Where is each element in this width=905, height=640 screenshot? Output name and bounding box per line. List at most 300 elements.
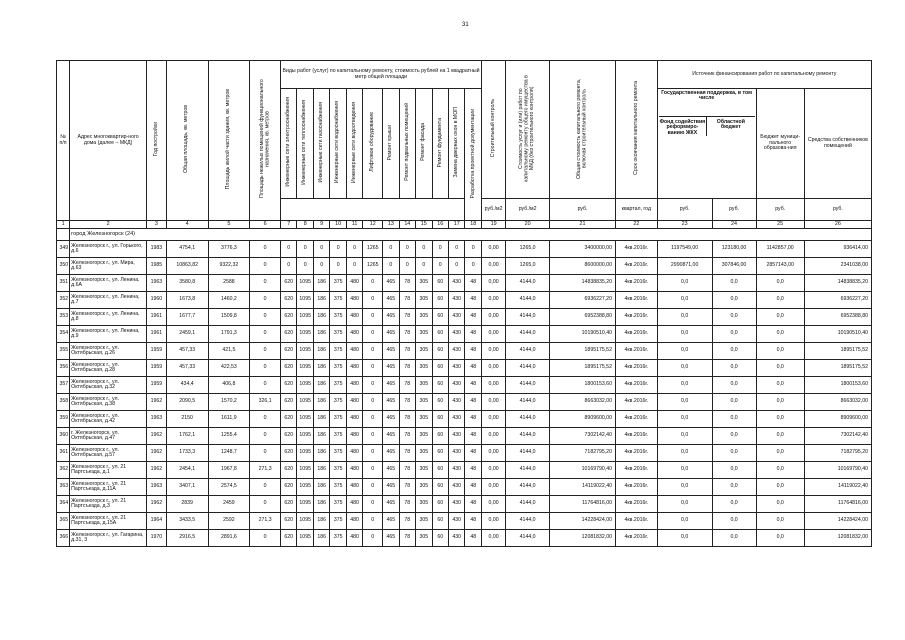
row-fund: 0,0: [657, 309, 712, 326]
row-work-cost-9: 305: [416, 445, 432, 462]
table-row: [57, 360, 872, 377]
row-total-area: 3580,8: [166, 275, 208, 292]
row-regional: 0,0: [712, 377, 756, 394]
col-work-10-header: Ремонт фундамента: [436, 117, 443, 167]
row-unit-cost: 4144,0: [506, 377, 550, 394]
row-regional: 307846,00: [712, 258, 756, 275]
column-number: 24: [712, 221, 756, 229]
row-work-cost-10: 60: [432, 292, 448, 309]
row-address: Железногорск г., ул. Мира, д.63: [70, 258, 147, 275]
row-number: 351: [57, 275, 70, 292]
row-work-cost-11: 430: [448, 462, 464, 479]
row-regional: 0,0: [712, 530, 756, 547]
row-unit-cost: 4144,0: [506, 445, 550, 462]
row-work-cost-3: 186: [313, 411, 329, 428]
row-unit-cost: 4144,0: [506, 513, 550, 530]
row-work-cost-11: 0: [448, 241, 464, 258]
row-work-cost-10: 60: [432, 360, 448, 377]
col-work-2-header: Инженерные сети теплоснабжения: [301, 99, 308, 185]
row-work-cost-8: 78: [399, 275, 415, 292]
row-owners: 12081832,00: [804, 530, 871, 547]
row-work-cost-10: 60: [432, 530, 448, 547]
row-work-cost-8: 78: [399, 343, 415, 360]
row-fund: 1197549,00: [657, 241, 712, 258]
row-work-cost-9: 305: [416, 462, 432, 479]
row-regional: 0,0: [712, 275, 756, 292]
row-work-cost-3: 186: [313, 394, 329, 411]
row-deadline: 4кв.2016г.: [615, 394, 657, 411]
row-nonres-area: 0: [250, 377, 281, 394]
row-total-area: 1677,7: [166, 309, 208, 326]
row-total-area: 2454,1: [166, 462, 208, 479]
row-work-cost-4: 375: [330, 530, 346, 547]
row-work-cost-4: 375: [330, 275, 346, 292]
row-build-control: 0,00: [482, 496, 506, 513]
row-municipal: 0,0: [756, 530, 804, 547]
row-work-cost-8: 78: [399, 292, 415, 309]
row-work-cost-12: 48: [465, 343, 482, 360]
row-living-area: 1570,2: [208, 394, 250, 411]
row-regional: 0,0: [712, 445, 756, 462]
column-number: 21: [550, 221, 616, 229]
row-work-cost-4: 0: [330, 241, 346, 258]
row-owners: 6952388,80: [804, 309, 871, 326]
row-nonres-area: 0: [250, 479, 281, 496]
row-municipal: 0,0: [756, 343, 804, 360]
row-build-control: 0,00: [482, 360, 506, 377]
row-work-cost-4: 375: [330, 309, 346, 326]
col-work-9-header: Ремонт фасада: [420, 123, 427, 162]
row-nonres-area: 271,3: [250, 462, 281, 479]
row-regional: 0,0: [712, 411, 756, 428]
row-build-control: 0,00: [482, 428, 506, 445]
row-work-cost-7: 465: [383, 479, 399, 496]
row-unit-cost: 4144,0: [506, 292, 550, 309]
row-total-area: 457,33: [166, 343, 208, 360]
row-deadline: 4кв.2016г.: [615, 326, 657, 343]
row-work-cost-11: 430: [448, 530, 464, 547]
row-work-cost-10: 60: [432, 309, 448, 326]
row-owners: 1895175,52: [804, 360, 871, 377]
row-total-area: 1733,3: [166, 445, 208, 462]
row-fund: 0,0: [657, 513, 712, 530]
row-owners: 8909600,00: [804, 411, 871, 428]
row-number: 359: [57, 411, 70, 428]
row-work-cost-9: 305: [416, 394, 432, 411]
row-unit-cost: 4144,0: [506, 326, 550, 343]
row-work-cost-3: 186: [313, 428, 329, 445]
column-number: 1: [57, 221, 70, 229]
row-fund: 0,0: [657, 326, 712, 343]
col-work-11-header: Замена дверных окон в МОП: [452, 107, 459, 178]
row-work-cost-5: 480: [346, 445, 362, 462]
row-owners: 10190510,40: [804, 326, 871, 343]
row-regional: 0,0: [712, 428, 756, 445]
table-row: [57, 241, 872, 258]
row-work-cost-11: 0: [448, 258, 464, 275]
table-row: [57, 394, 872, 411]
table-row: [57, 411, 872, 428]
row-address: Железногорск г., ул. Ленина, д.6А: [70, 275, 147, 292]
table-row: [57, 309, 872, 326]
table-row: [57, 343, 872, 360]
row-work-cost-11: 430: [448, 394, 464, 411]
row-municipal: 0,0: [756, 292, 804, 309]
row-build-control: 0,00: [482, 462, 506, 479]
row-work-cost-9: 305: [416, 343, 432, 360]
row-address: Железногорск г., ул. 21 Партсъезда, д.3: [70, 496, 147, 513]
row-work-cost-1: 620: [281, 394, 297, 411]
row-work-cost-12: 48: [465, 394, 482, 411]
row-work-cost-1: 0: [281, 241, 297, 258]
row-unit-cost: 4144,0: [506, 360, 550, 377]
column-number: 9: [313, 221, 329, 229]
row-build-control: 0,00: [482, 377, 506, 394]
row-work-cost-5: 480: [346, 479, 362, 496]
table-row: [57, 292, 872, 309]
column-number: 7: [281, 221, 297, 229]
row-fund: 0,0: [657, 292, 712, 309]
section-title: город Железногорск (24): [70, 229, 872, 241]
row-total-cost: 8600000,00: [550, 258, 616, 275]
row-total-area: 10863,82: [166, 258, 208, 275]
row-total-area: 3407,1: [166, 479, 208, 496]
row-living-area: 2459: [208, 496, 250, 513]
unit-rub-municipal: руб.: [756, 199, 804, 221]
row-year: 1962: [147, 496, 167, 513]
row-municipal: 0,0: [756, 411, 804, 428]
row-work-cost-2: 1095: [297, 309, 313, 326]
row-deadline: 4кв.2016г.: [615, 496, 657, 513]
row-work-cost-9: 305: [416, 309, 432, 326]
col-work-5-header: Инженерные сети водоотведения: [350, 101, 357, 183]
column-number: 14: [399, 221, 415, 229]
col-work-3-header: Инженерные сети газоснабжения: [317, 102, 324, 183]
row-work-cost-8: 78: [399, 326, 415, 343]
row-work-cost-3: 186: [313, 360, 329, 377]
unit-rub-total: руб.: [550, 199, 616, 221]
row-work-cost-3: 0: [313, 241, 329, 258]
row-work-cost-10: 60: [432, 445, 448, 462]
col-year-header: Год постройки: [152, 122, 159, 157]
row-work-cost-12: 48: [465, 428, 482, 445]
row-municipal: 0,0: [756, 445, 804, 462]
col-build-control-header: Строительный контроль: [489, 99, 496, 158]
row-municipal: 2857143,00: [756, 258, 804, 275]
row-year: 1959: [147, 343, 167, 360]
row-work-cost-4: 375: [330, 360, 346, 377]
row-fund: 0,0: [657, 343, 712, 360]
row-unit-cost: 4144,0: [506, 530, 550, 547]
row-work-cost-12: 48: [465, 275, 482, 292]
row-municipal: 0,0: [756, 428, 804, 445]
row-work-cost-9: 305: [416, 530, 432, 547]
row-total-cost: 7182795,20: [550, 445, 616, 462]
column-number: 13: [383, 221, 399, 229]
row-work-cost-8: 78: [399, 377, 415, 394]
row-number: 354: [57, 326, 70, 343]
row-unit-cost: 4144,0: [506, 462, 550, 479]
row-build-control: 0,00: [482, 411, 506, 428]
row-work-cost-2: 1095: [297, 479, 313, 496]
column-number: 18: [465, 221, 482, 229]
section-row: [57, 229, 872, 241]
row-nonres-area: 0: [250, 360, 281, 377]
row-work-cost-6: 0: [363, 530, 383, 547]
column-number: 17: [448, 221, 464, 229]
row-work-cost-8: 78: [399, 496, 415, 513]
row-work-cost-12: 48: [465, 411, 482, 428]
row-build-control: 0,00: [482, 445, 506, 462]
row-number: 352: [57, 292, 70, 309]
row-total-cost: 6952388,80: [550, 309, 616, 326]
row-work-cost-6: 0: [363, 343, 383, 360]
row-address: Железногорск г., ул. Октябрьская, д.26: [70, 343, 147, 360]
row-total-cost: 11764816,00: [550, 496, 616, 513]
row-year: 1959: [147, 377, 167, 394]
row-living-area: 9322,32: [208, 258, 250, 275]
state-support-header: Государственная поддержка, в том числе: [661, 90, 752, 102]
row-work-cost-1: 620: [281, 479, 297, 496]
row-owners: 936414,00: [804, 241, 871, 258]
row-work-cost-10: 0: [432, 241, 448, 258]
row-nonres-area: 0: [250, 428, 281, 445]
row-address: г. Железногорск, ул. Октябрьская, д.47: [70, 428, 147, 445]
row-number: 356: [57, 360, 70, 377]
row-owners: 14119022,40: [804, 479, 871, 496]
column-number: 15: [416, 221, 432, 229]
row-unit-cost: 4144,0: [506, 479, 550, 496]
row-work-cost-9: 305: [416, 428, 432, 445]
row-living-area: 421,5: [208, 343, 250, 360]
row-work-cost-1: 620: [281, 377, 297, 394]
row-deadline: 4кв.2016г.: [615, 462, 657, 479]
row-work-cost-9: 305: [416, 496, 432, 513]
row-municipal: 0,0: [756, 377, 804, 394]
column-number: 5: [208, 221, 250, 229]
column-number: 25: [756, 221, 804, 229]
row-deadline: 4кв.2016г.: [615, 241, 657, 258]
row-year: 1960: [147, 292, 167, 309]
row-nonres-area: 0: [250, 445, 281, 462]
row-deadline: 4кв.2016г.: [615, 360, 657, 377]
row-unit-cost: 4144,0: [506, 496, 550, 513]
row-work-cost-7: 465: [383, 513, 399, 530]
row-owners: 1800153,60: [804, 377, 871, 394]
row-unit-cost: 4144,0: [506, 394, 550, 411]
column-number: 20: [506, 221, 550, 229]
row-build-control: 0,00: [482, 326, 506, 343]
table-row: [57, 326, 872, 343]
row-work-cost-1: 620: [281, 445, 297, 462]
row-work-cost-12: 48: [465, 479, 482, 496]
row-work-cost-11: 430: [448, 428, 464, 445]
row-work-cost-12: 48: [465, 309, 482, 326]
row-deadline: 4кв.2016г.: [615, 343, 657, 360]
row-work-cost-7: 465: [383, 496, 399, 513]
row-work-cost-11: 430: [448, 326, 464, 343]
row-work-cost-1: 620: [281, 360, 297, 377]
row-living-area: 1460,2: [208, 292, 250, 309]
unit-rub-m2-a: руб./м2: [482, 199, 506, 221]
row-work-cost-3: 186: [313, 479, 329, 496]
row-total-area: 2916,5: [166, 530, 208, 547]
row-regional: 0,0: [712, 309, 756, 326]
row-work-cost-6: 0: [363, 360, 383, 377]
row-year: 1961: [147, 309, 167, 326]
row-living-area: 1791,3: [208, 326, 250, 343]
row-work-cost-4: 375: [330, 428, 346, 445]
row-municipal: 0,0: [756, 309, 804, 326]
row-owners: 7302142,40: [804, 428, 871, 445]
row-fund: 0,0: [657, 275, 712, 292]
row-work-cost-10: 0: [432, 258, 448, 275]
row-year: 1963: [147, 275, 167, 292]
row-work-cost-10: 60: [432, 428, 448, 445]
row-work-cost-12: 0: [465, 241, 482, 258]
row-regional: 0,0: [712, 394, 756, 411]
table-header: [57, 61, 872, 229]
row-address: Железногорск г., ул. 21 Партсъезда, д.11А: [70, 479, 147, 496]
row-work-cost-3: 186: [313, 292, 329, 309]
row-nonres-area: 0: [250, 530, 281, 547]
row-work-cost-2: 1095: [297, 462, 313, 479]
row-number: 355: [57, 343, 70, 360]
row-work-cost-4: 375: [330, 496, 346, 513]
row-work-cost-4: 375: [330, 445, 346, 462]
row-work-cost-7: 465: [383, 326, 399, 343]
row-municipal: 0,0: [756, 394, 804, 411]
row-regional: 0,0: [712, 360, 756, 377]
row-nonres-area: 0: [250, 275, 281, 292]
col-work-12-header: Разработка проектной документации: [469, 108, 476, 198]
row-work-cost-10: 60: [432, 275, 448, 292]
row-build-control: 0,00: [482, 479, 506, 496]
row-address: Железногорск г., ул. Октябрьская, д.57: [70, 445, 147, 462]
row-total-area: 4754,1: [166, 241, 208, 258]
row-owners: 1895175,52: [804, 343, 871, 360]
col-nonres-area-header: Площадь нежилых помещений функционального назначения, кв. метров: [258, 79, 271, 199]
row-year: 1985: [147, 258, 167, 275]
row-number: 360: [57, 428, 70, 445]
row-work-cost-7: 465: [383, 343, 399, 360]
row-work-cost-9: 305: [416, 479, 432, 496]
unit-quarter: квартал, год: [615, 199, 657, 221]
row-build-control: 0,00: [482, 275, 506, 292]
row-work-cost-12: 48: [465, 377, 482, 394]
row-total-cost: 14838835,20: [550, 275, 616, 292]
row-work-cost-10: 60: [432, 394, 448, 411]
row-regional: 0,0: [712, 343, 756, 360]
column-number: 3: [147, 221, 167, 229]
unit-rub-fund: руб.: [657, 199, 712, 221]
row-work-cost-5: 480: [346, 428, 362, 445]
row-work-cost-5: 0: [346, 258, 362, 275]
row-year: 1962: [147, 462, 167, 479]
row-work-cost-1: 620: [281, 513, 297, 530]
row-year: 1964: [147, 513, 167, 530]
row-work-cost-11: 430: [448, 292, 464, 309]
row-work-cost-6: 0: [363, 411, 383, 428]
row-year: 1959: [147, 360, 167, 377]
row-work-cost-8: 0: [399, 241, 415, 258]
row-total-cost: 1895175,52: [550, 343, 616, 360]
row-total-area: 2150: [166, 411, 208, 428]
row-owners: 6936227,20: [804, 292, 871, 309]
row-deadline: 4кв.2016г.: [615, 258, 657, 275]
row-work-cost-4: 375: [330, 411, 346, 428]
row-unit-cost: 4144,0: [506, 275, 550, 292]
row-work-cost-11: 430: [448, 377, 464, 394]
row-living-area: 406,8: [208, 377, 250, 394]
unit-rub-owners: руб.: [804, 199, 871, 221]
row-work-cost-3: 186: [313, 530, 329, 547]
column-number: 16: [432, 221, 448, 229]
row-work-cost-11: 430: [448, 411, 464, 428]
row-fund: 2990871,00: [657, 258, 712, 275]
row-work-cost-6: 0: [363, 445, 383, 462]
row-work-cost-5: 480: [346, 343, 362, 360]
col-total-cost-header: Общая стоимость капитального ремонта, включая строительный контроль: [576, 78, 588, 179]
row-deadline: 4кв.2016г.: [615, 275, 657, 292]
row-build-control: 0,00: [482, 258, 506, 275]
row-work-cost-5: 480: [346, 377, 362, 394]
municipal-header: Бюджет муници-пального образова-ния: [760, 134, 801, 152]
row-address: Железногорск г., ул. Ленина, д.9: [70, 326, 147, 343]
row-nonres-area: 0: [250, 411, 281, 428]
repair-program-table: [56, 60, 872, 547]
row-work-cost-4: 0: [330, 258, 346, 275]
row-work-cost-8: 78: [399, 445, 415, 462]
table-row: [57, 275, 872, 292]
row-work-cost-4: 375: [330, 377, 346, 394]
row-deadline: 4кв.2016г.: [615, 479, 657, 496]
row-work-cost-8: 78: [399, 411, 415, 428]
row-work-cost-2: 1095: [297, 530, 313, 547]
row-total-area: 1762,1: [166, 428, 208, 445]
row-work-cost-2: 1095: [297, 445, 313, 462]
row-work-cost-9: 0: [416, 241, 432, 258]
col-deadline-header: Срок окончания капитального ремонта: [632, 81, 639, 176]
row-work-cost-2: 1095: [297, 513, 313, 530]
row-work-cost-7: 465: [383, 411, 399, 428]
row-work-cost-2: 1095: [297, 496, 313, 513]
funding-group-header: Источник финансирования работ по капитальному ремонту: [657, 61, 871, 89]
row-work-cost-5: 480: [346, 309, 362, 326]
row-work-cost-6: 0: [363, 309, 383, 326]
row-unit-cost: 4144,0: [506, 428, 550, 445]
row-year: 1961: [147, 326, 167, 343]
row-build-control: 0,00: [482, 394, 506, 411]
table-row: [57, 530, 872, 547]
row-work-cost-10: 60: [432, 377, 448, 394]
row-work-cost-7: 465: [383, 292, 399, 309]
row-living-area: 2891,6: [208, 530, 250, 547]
row-year: 1963: [147, 411, 167, 428]
row-work-cost-4: 375: [330, 394, 346, 411]
row-regional: 0,0: [712, 513, 756, 530]
row-work-cost-4: 375: [330, 292, 346, 309]
row-municipal: 0,0: [756, 496, 804, 513]
row-owners: 14228424,00: [804, 513, 871, 530]
row-number: 362: [57, 462, 70, 479]
row-owners: 11764816,00: [804, 496, 871, 513]
row-work-cost-2: 1095: [297, 360, 313, 377]
row-work-cost-11: 430: [448, 275, 464, 292]
row-work-cost-11: 430: [448, 309, 464, 326]
row-work-cost-5: 480: [346, 326, 362, 343]
row-work-cost-6: 0: [363, 394, 383, 411]
